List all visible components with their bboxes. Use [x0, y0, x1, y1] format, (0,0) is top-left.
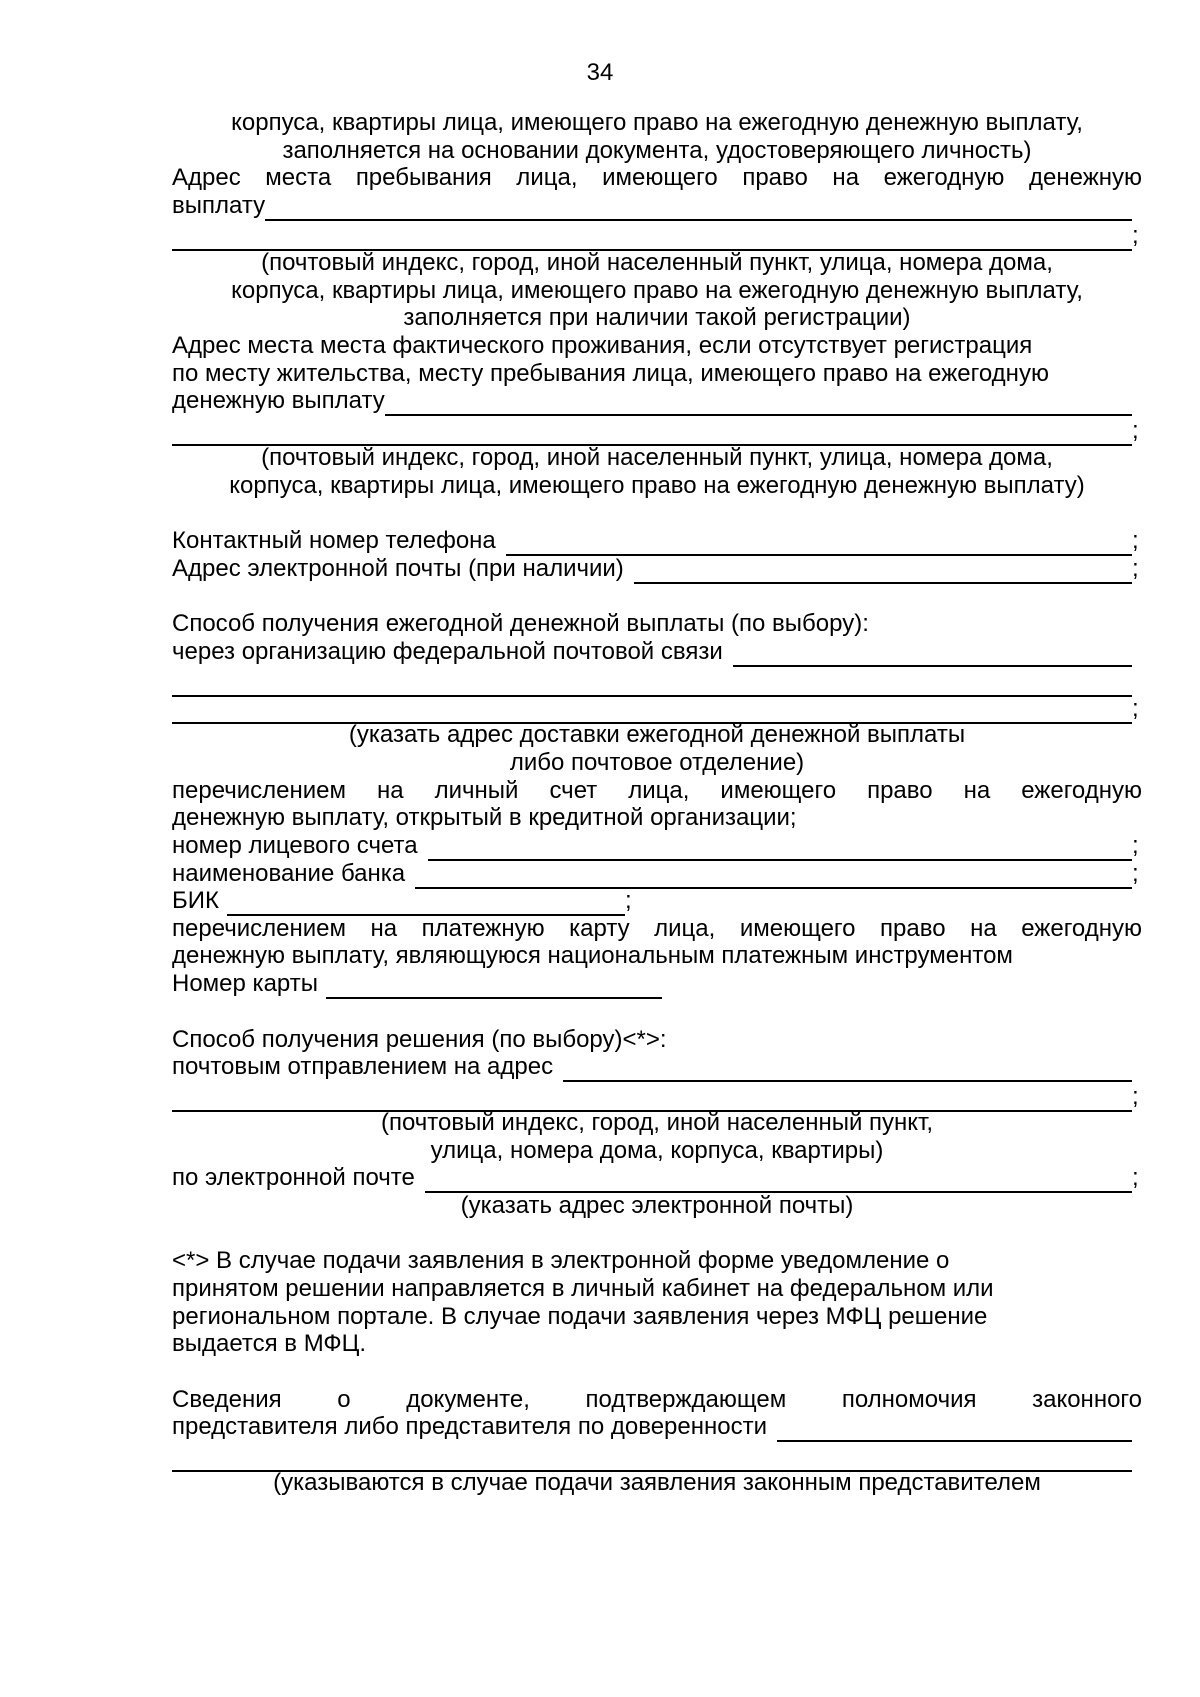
text-line: корпуса, квартиры лица, имеющего право на ежегодную денежную выплату,: [231, 109, 1083, 136]
delivery-address-field[interactable]: [733, 643, 1132, 667]
footnote-line: выдается в МФЦ.: [172, 1330, 367, 1357]
field-hint: заполняется при наличии такой регистрации): [403, 304, 911, 331]
decision-email-label: по электронной почте: [172, 1164, 415, 1191]
semicolon: ;: [1132, 555, 1139, 582]
field-hint: либо почтовое отделение): [509, 749, 805, 776]
text-line: Адрес места места фактического проживания, если отсутствует регистрация: [172, 332, 1033, 359]
actual-address-field[interactable]: [385, 392, 1132, 416]
actual-address-row: [172, 386, 1142, 416]
field-hint: (указать адрес доставки ежегодной денежной выплаты: [348, 721, 966, 748]
via-post-label: через организацию федеральной почтовой связи: [172, 638, 723, 665]
field-hint: (почтовый индекс, город, иной населенный пункт,: [380, 1109, 934, 1136]
card-label: Номер карты: [172, 970, 318, 997]
email-field[interactable]: [634, 560, 1132, 584]
via-post-row: [172, 637, 1142, 667]
stay-address-label: выплату: [172, 192, 266, 219]
text-line: денежную выплату, открытый в кредитной организации;: [172, 804, 797, 831]
text-line: заполняется на основании документа, удостоверяющего личность): [282, 137, 1032, 164]
email-label: Адрес электронной почты (при наличии): [172, 555, 624, 582]
field-hint: корпуса, квартиры лица, имеющего право на ежегодную денежную выплату,: [231, 277, 1083, 304]
rep-doc-row: [172, 1412, 1142, 1442]
footnote-line: <*> В случае подачи заявления в электронной форме уведомление о: [172, 1247, 950, 1274]
rep-doc-field[interactable]: [777, 1418, 1132, 1442]
semicolon: ;: [624, 887, 632, 914]
rep-doc-label: представителя либо представителя по доверенности: [172, 1413, 767, 1440]
field-hint: улица, номера дома, корпуса, квартиры): [430, 1137, 884, 1164]
phone-row: [172, 526, 1142, 556]
account-label: номер лицевого счета: [172, 832, 418, 859]
semicolon: ;: [1132, 527, 1139, 554]
text-line: денежную выплату, являющуюся национальным платежным инструментом: [172, 942, 1013, 969]
phone-label: Контактный номер телефона: [172, 527, 496, 554]
card-number-field[interactable]: [326, 975, 662, 999]
phone-field[interactable]: [506, 532, 1132, 556]
field-hint: (почтовый индекс, город, иной населенный пункт, улица, номера дома,: [261, 249, 1053, 276]
semicolon: ;: [1132, 1164, 1139, 1191]
email-row: [172, 554, 1142, 584]
bik-label: БИК: [172, 887, 219, 914]
text-line: Сведения о документе, подтверждающем полномочия законного: [172, 1386, 1142, 1413]
bik-field[interactable]: [227, 892, 625, 916]
card-row: [172, 969, 1142, 999]
decision-address-field[interactable]: [563, 1058, 1132, 1082]
stay-address-row: [172, 191, 1142, 221]
bank-label: наименование банка: [172, 860, 406, 887]
actual-address-row-2: [172, 416, 1142, 446]
semicolon: ;: [1132, 1083, 1139, 1110]
account-field[interactable]: [428, 837, 1132, 861]
field-hint: (почтовый индекс, город, иной населенный пункт, улица, номера дома,: [261, 444, 1053, 471]
field-hint: (указываются в случае подачи заявления законным представителем: [273, 1469, 1041, 1496]
decision-email-row: [172, 1163, 1142, 1193]
stay-address-field[interactable]: [265, 197, 1132, 221]
delivery-row-2: [172, 667, 1142, 697]
decision-post-label: почтовым отправлением на адрес: [172, 1053, 554, 1080]
text-line: перечислением на платежную карту лица, имеющего право на ежегодную: [172, 915, 1142, 942]
semicolon: ;: [1132, 695, 1139, 722]
account-row: [172, 831, 1142, 861]
footnote-line: региональном портале. В случае подачи заявления через МФЦ решение: [172, 1303, 988, 1330]
field-hint: корпуса, квартиры лица, имеющего право на ежегодную денежную выплату): [229, 472, 1085, 499]
section-heading: Способ получения ежегодной денежной выплаты (по выбору):: [172, 610, 869, 637]
decision-email-field[interactable]: [425, 1169, 1132, 1193]
bik-row: [172, 886, 1142, 916]
semicolon: ;: [1132, 832, 1139, 859]
bank-row: [172, 859, 1142, 889]
text-line: Адрес места пребывания лица, имеющего право на ежегодную денежную: [172, 164, 1142, 191]
decision-post-row: [172, 1052, 1142, 1082]
stay-address-row-2: [172, 221, 1142, 251]
semicolon: ;: [1132, 417, 1139, 444]
field-hint: (указать адрес электронной почты): [460, 1192, 854, 1219]
page-number: 34: [586, 59, 614, 86]
text-line: по месту жительства, месту пребывания лица, имеющего право на ежегодную: [172, 360, 1049, 387]
actual-address-label: денежную выплату: [172, 387, 385, 414]
section-heading: Способ получения решения (по выбору)<*>:: [172, 1026, 667, 1053]
semicolon: ;: [1132, 222, 1139, 249]
semicolon: ;: [1132, 860, 1139, 887]
footnote-line: принятом решении направляется в личный кабинет на федеральном или: [172, 1275, 994, 1302]
text-line: перечислением на личный счет лица, имеющего право на ежегодную: [172, 777, 1142, 804]
